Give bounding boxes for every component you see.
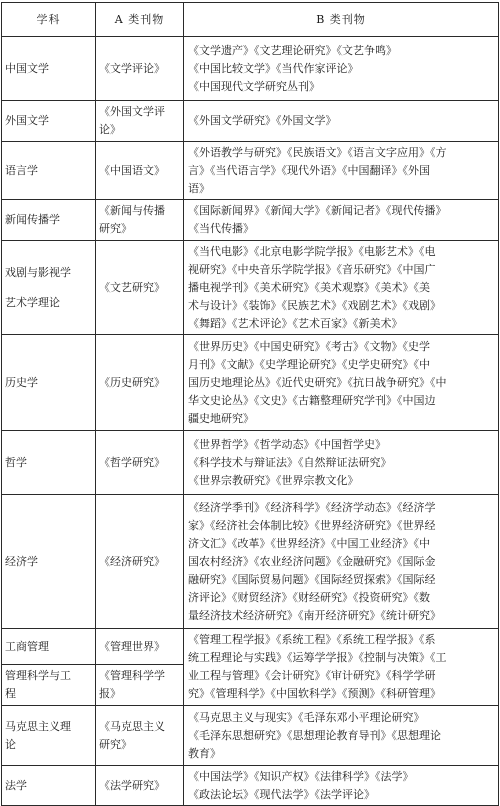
b-journal-line: 家》《经济社会体制比较》《世界经济研究》《世界经: [188, 518, 436, 532]
b-journal-cell: [184, 101, 499, 142]
table-row: [2, 37, 499, 101]
b-journal-line: 语》: [188, 181, 210, 195]
subject-cell: [2, 665, 96, 706]
b-journal-line: 《马克思主义与现实》《毛泽东邓小平理论研究》: [188, 710, 425, 724]
b-journal-line: 《舞蹈》《艺术评论》《艺术百家》《新美术》: [188, 316, 403, 330]
subject-text: 历史学: [5, 375, 38, 389]
subject-text: 哲学: [5, 455, 27, 469]
journal-table: [1, 2, 499, 806]
b-journal-cell: [184, 37, 499, 101]
subject-cell: [2, 629, 96, 665]
a-journal-text: 《历史研究》: [99, 375, 165, 389]
b-journal-cell: [184, 142, 499, 200]
a-journal-text: 研究》: [99, 222, 132, 235]
subject-cell: [2, 766, 96, 806]
a-journal-text: 《哲学研究》: [99, 455, 165, 469]
header-b-journals: B 类刊物: [184, 3, 499, 37]
subject-text: 管理科学与工: [5, 669, 71, 682]
a-journal-cell: [96, 37, 184, 101]
b-journal-line: 华文史论丛》《文史》《古籍整理研究学刊》《中国边: [188, 393, 436, 407]
subject-text: 新闻传播学: [5, 213, 60, 226]
a-journal-text: 《中国语文》: [99, 163, 165, 177]
a-journal-cell: [96, 629, 184, 665]
a-journal-text: 《法学研究》: [99, 778, 165, 792]
a-journal-text: 《管理世界》: [99, 639, 165, 653]
a-journal-cell: [96, 706, 184, 766]
subject-text: 语言学: [5, 163, 38, 177]
a-journal-cell: [96, 142, 184, 200]
b-journal-line: 究》《管理科学》《中国软科学》《预测》《科研管理》: [188, 687, 441, 700]
table-row: [2, 766, 499, 806]
a-journal-text: 研究》: [99, 737, 132, 751]
b-journal-line: 融研究》《国际贸易问题》《国际经贸探索》《国际经: [188, 572, 436, 586]
a-journal-cell: [96, 431, 184, 495]
table-row: [2, 101, 499, 142]
subject-cell: [2, 706, 96, 766]
header-a-journals: A 类刊物: [96, 3, 184, 37]
a-journal-cell: [96, 665, 184, 706]
subject-text: 程: [5, 687, 16, 700]
b-journal-line: 《国际新闻界》《新闻大学》《新闻记者》《现代传播》: [188, 204, 447, 217]
b-journal-line: 济评论》《财贸经济》《财经研究》《投资研究》《数: [188, 590, 430, 604]
b-journal-line: 《中国比较文学》《当代作家评论》: [188, 61, 359, 75]
a-journal-cell: [96, 101, 184, 142]
b-journal-line: 《世界宗教研究》《世界宗教文化》: [188, 473, 359, 487]
b-journal-line: 《中国现代文学研究丛刊》: [188, 79, 320, 93]
table-row: [2, 142, 499, 200]
b-journal-cell: [184, 200, 499, 241]
b-journal-line: 《当代电影》《北京电影学院学报》《电影艺术》《电: [188, 244, 436, 258]
subject-text: 中国文学: [5, 61, 49, 75]
a-journal-text: 《文艺研究》: [99, 280, 165, 294]
a-journal-text: 论》: [99, 123, 121, 136]
b-journal-line: 量经济技术经济研究》《南开经济研究》《统计研究》: [188, 608, 441, 622]
b-journal-line: 《科学技术与辩证法》《自然辩证法研究》: [188, 455, 392, 469]
subject-cell: [2, 335, 96, 431]
subject-text: 艺术学理论: [5, 295, 60, 309]
b-journal-line: 视研究》《中央音乐学院学报》《音乐研究》《中国广: [188, 262, 436, 276]
b-journal-cell: [184, 766, 499, 806]
subject-cell: [2, 142, 96, 200]
b-journal-line: 《外语教学与研究》《民族语文》《语言文字应用》《方: [188, 145, 447, 159]
b-journal-line: 《经济学季刊》《经济科学》《经济学动态》《经济学: [188, 500, 436, 514]
b-journal-cell: [184, 241, 499, 335]
b-journal-line: 《世界历史》《中国史研究》《考古》《文物》《史学: [188, 339, 430, 353]
table-row: [2, 629, 499, 665]
b-journal-line: 播电视学刊》《美术研究》《美术观察》《美术》《美: [188, 280, 430, 294]
table-row: [2, 431, 499, 495]
b-journal-cell: [184, 335, 499, 431]
a-journal-text: 《新闻与传播: [99, 204, 165, 217]
a-journal-text: 《管理科学学: [99, 669, 165, 682]
a-journal-text: 《经济研究》: [99, 554, 165, 568]
b-journal-line: 教育》: [188, 746, 221, 760]
b-journal-line: 《外国文学研究》《外国文学》: [188, 114, 337, 127]
b-journal-line: 月刊》《文献》《史学理论研究》《史学史研究》《中: [188, 357, 430, 371]
table-row: [2, 495, 499, 629]
subject-cell: [2, 495, 96, 629]
subject-cell: [2, 431, 96, 495]
b-journal-line: 《文学遗产》《文艺理论研究》《文艺争鸣》: [188, 43, 397, 57]
b-journal-line: 《政法论坛》《现代法学》《法学评论》: [188, 787, 375, 801]
b-journal-line: 术与设计》《装饰》《民族艺术》《戏剧艺术》《戏剧》: [188, 298, 441, 312]
b-journal-line: 《管理工程学报》《系统工程》《系统工程学报》《系: [188, 633, 436, 646]
table-row: [2, 200, 499, 241]
b-journal-cell: [184, 629, 499, 706]
b-journal-cell: [184, 431, 499, 495]
a-journal-text: 报》: [99, 687, 121, 700]
subject-cell: [2, 37, 96, 101]
a-journal-cell: [96, 200, 184, 241]
subject-text: 工商管理: [5, 639, 49, 653]
a-journal-cell: [96, 335, 184, 431]
subject-text: 外国文学: [5, 114, 49, 127]
table-row: [2, 706, 499, 766]
header-subject: 学科: [2, 3, 96, 37]
b-journal-line: 《毛泽东思想研究》《思想理论教育导刊》《思想理论: [188, 728, 441, 742]
a-journal-cell: [96, 495, 184, 629]
subject-text: 戏剧与影视学: [5, 265, 71, 279]
subject-text: 马克思主义理: [5, 719, 71, 733]
a-journal-cell: [96, 241, 184, 335]
a-journal-cell: [96, 766, 184, 806]
subject-cell: [2, 200, 96, 241]
subject-text: 论: [5, 737, 16, 751]
b-journal-line: 《中国法学》《知识产权》《法律科学》《法学》: [188, 769, 414, 783]
a-journal-text: 《外国文学评: [99, 105, 165, 118]
subject-cell: [2, 241, 96, 335]
b-journal-line: 疆史地研究》: [188, 411, 254, 425]
subject-cell: [2, 101, 96, 142]
subject-text: 经济学: [5, 554, 38, 568]
b-journal-line: 业工程与管理》《会计研究》《审计研究》《科学学研: [188, 669, 436, 682]
table-row: [2, 241, 499, 335]
subject-text: 法学: [5, 778, 27, 792]
table-row: [2, 335, 499, 431]
b-journal-line: 统工程理论与实践》《运筹学学报》《控制与决策》《工: [188, 651, 447, 664]
b-journal-line: 《世界哲学》《哲学动态》《中国哲学史》: [188, 437, 386, 451]
b-journal-cell: [184, 495, 499, 629]
b-journal-line: 言》《当代语言学》《现代外语》《中国翻译》《外国: [188, 163, 430, 177]
b-journal-line: 《当代传播》: [188, 222, 254, 235]
b-journal-line: 国农村经济》《农业经济问题》《金融研究》《国际金: [188, 554, 436, 568]
a-journal-text: 《马克思主义: [99, 719, 165, 733]
a-journal-text: 《文学评论》: [99, 61, 165, 75]
header-row: [2, 3, 499, 37]
b-journal-line: 济文汇》《改革》《世界经济》《中国工业经济》《中: [188, 536, 430, 550]
b-journal-cell: [184, 706, 499, 766]
b-journal-line: 国历史地理论丛》《近代史研究》《抗日战争研究》《中: [188, 375, 447, 389]
